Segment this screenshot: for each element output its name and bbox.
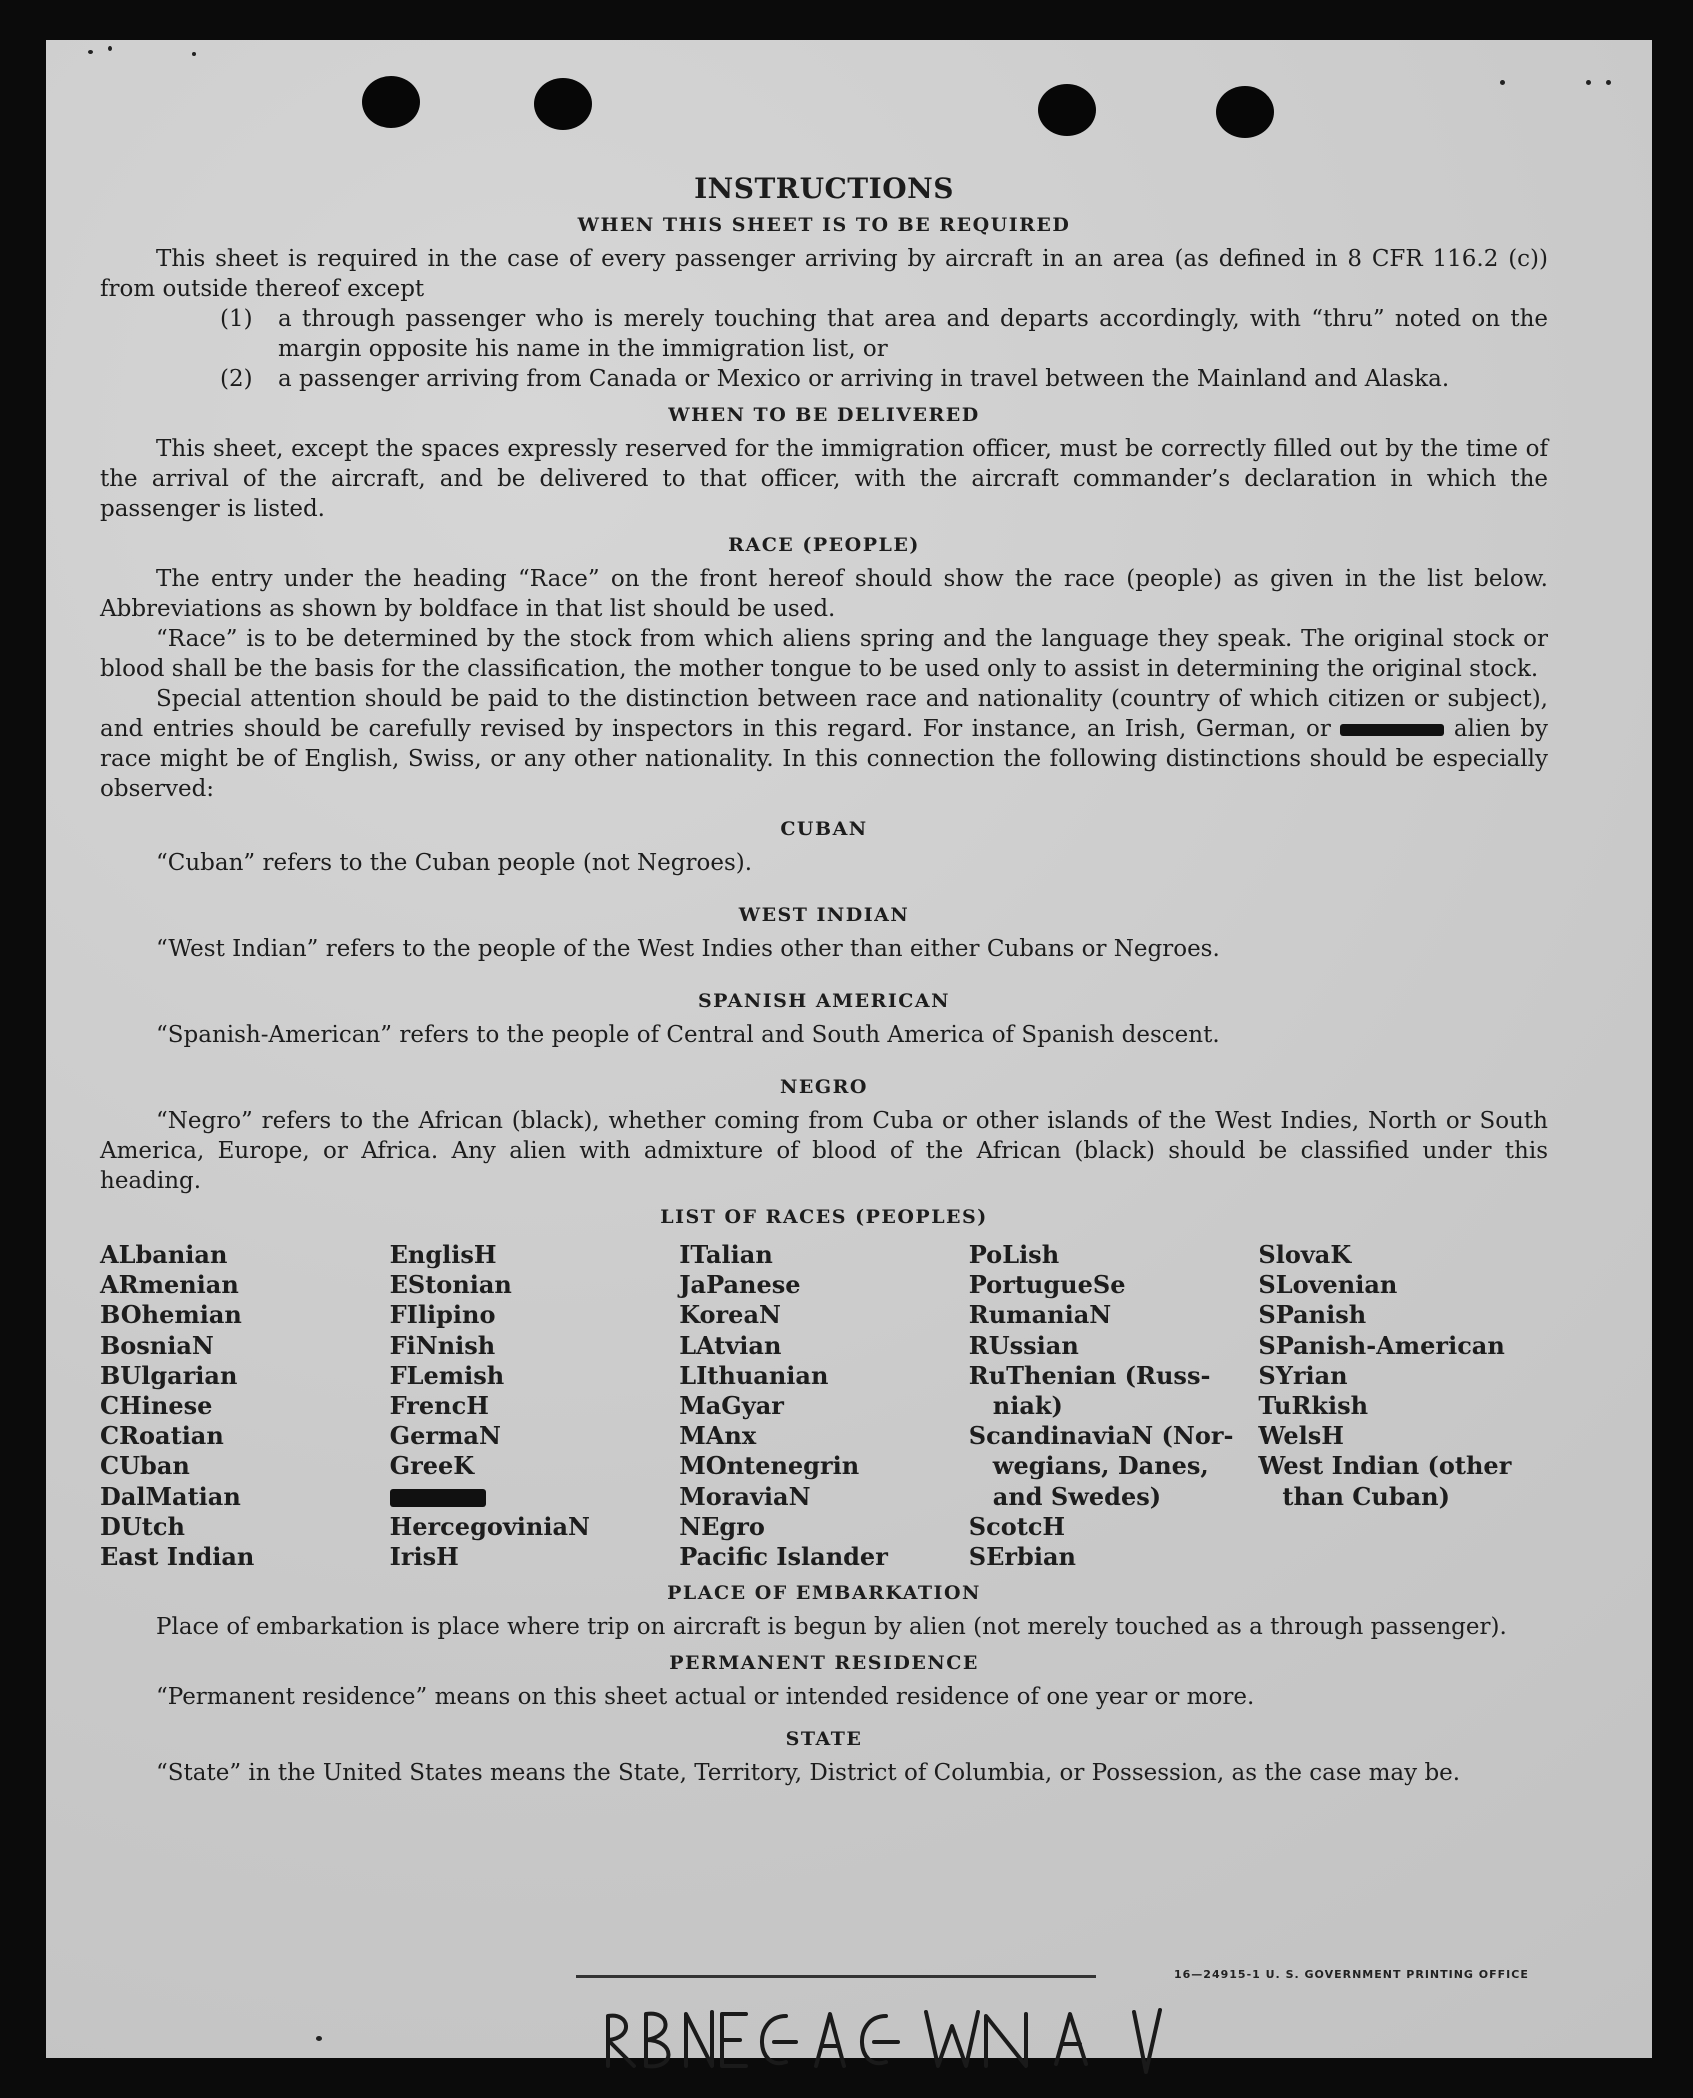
race-name-continued: and Swedes): [992, 1481, 1162, 1511]
paragraph: [100, 684, 1548, 804]
race-name: FiNnish: [389, 1330, 496, 1360]
paragraph: “West Indian” refers to the people of the West Indies other than either Cubans or Negroes.: [156, 936, 1220, 962]
paragraph-part: alien by race might be of English, Swiss, or any other nationality. In this connection the following distinctions should be especially observed:: [100, 716, 1548, 802]
paragraph: This sheet, except the spaces expressly reserved for the immigration officer, must be correctly filled out by the time of the arrival of the aircraft, and be delivered to that officer, with the aircraft commander’s declaration in which the passenger is listed.: [100, 436, 1548, 522]
ink-speck: [1606, 80, 1611, 85]
race-name: PoLish: [968, 1240, 1060, 1269]
race-name: CRoatian: [100, 1421, 224, 1451]
page-title: INSTRUCTIONS: [694, 172, 954, 205]
race-name: ALbanian: [100, 1240, 228, 1269]
race-name: RuThenian (Russ-: [968, 1360, 1211, 1390]
race-name: PortugueSe: [968, 1270, 1126, 1300]
race-name: BUlgarian: [100, 1360, 238, 1390]
ink-speck: [316, 2036, 322, 2041]
race-name: DalMatian: [100, 1481, 241, 1511]
footer-rule: [576, 1975, 1096, 1978]
race-name: ITalian: [679, 1240, 773, 1269]
punch-hole: [1216, 86, 1274, 138]
race-name: RumaniaN: [968, 1300, 1112, 1330]
race-name: HercegoviniaN: [389, 1511, 590, 1541]
race-column: [100, 1240, 390, 1572]
instructions-body: [100, 174, 1548, 1788]
race-name: LIthuanian: [679, 1360, 829, 1390]
paragraph: “Negro” refers to the African (black), whether coming from Cuba or other islands of the West Indies, North or South America, Europe, or Africa. Any alien with admixture of blood of the African (black) should be classified under this heading.: [100, 1108, 1548, 1194]
section-heading: WEST INDIAN: [738, 904, 910, 926]
paragraph: “Permanent residence” means on this sheet actual or intended residence of one year or more.: [156, 1684, 1255, 1711]
race-name: WelsH: [1258, 1421, 1344, 1451]
paragraph-part: Special attention should be paid to the distinction between race and nationality (country of which citizen or subject), and entries should be carefully revised by inspectors in this regard. For instance, an Irish, German, or: [100, 686, 1548, 742]
redacted-race-name: [390, 1482, 680, 1512]
race-name: LAtvian: [679, 1330, 782, 1360]
race-name: CHinese: [100, 1391, 213, 1421]
race-name: EStonian: [389, 1270, 512, 1300]
section-heading: WHEN THIS SHEET IS TO BE REQUIRED: [577, 214, 1071, 236]
item-number: (1): [220, 306, 253, 332]
race-column: [1258, 1240, 1548, 1572]
paragraph: “State” in the United States means the State, Territory, District of Columbia, or Possession, as the case may be.: [156, 1760, 1461, 1787]
paragraph: Place of embarkation is place where trip on aircraft is begun by alien (not merely touched as a through passenger).: [156, 1614, 1507, 1641]
race-name: West Indian (other: [1258, 1451, 1512, 1481]
punch-hole: [534, 78, 592, 130]
race-name: CUban: [100, 1451, 190, 1481]
race-name: SYrian: [1258, 1360, 1348, 1390]
race-name: SPanish: [1258, 1300, 1367, 1330]
section-heading: SPANISH AMERICAN: [697, 990, 951, 1012]
race-name: JaPanese: [679, 1270, 801, 1300]
section-heading: NEGRO: [780, 1076, 868, 1098]
race-column: [969, 1240, 1259, 1572]
section-heading: WHEN TO BE DELIVERED: [668, 404, 980, 426]
race-name: FrencH: [389, 1391, 489, 1421]
section-heading: CUBAN: [780, 818, 868, 840]
item-number: (2): [220, 366, 253, 392]
race-name: KoreaN: [679, 1300, 781, 1330]
race-name: FIlipino: [389, 1300, 496, 1330]
race-name: BosniaN: [100, 1330, 214, 1360]
printing-office-code: 16—24915-1 U. S. GOVERNMENT PRINTING OFFICE: [1174, 1968, 1529, 1981]
paragraph: “Spanish-American” refers to the people of Central and South America of Spanish descent.: [156, 1022, 1220, 1048]
race-name: SlovaK: [1258, 1240, 1352, 1269]
race-name: TuRkish: [1258, 1391, 1369, 1421]
redaction-mark: [1340, 724, 1444, 736]
race-name: Pacific Islander: [679, 1542, 888, 1572]
item-text: a passenger arriving from Canada or Mexico or arriving in travel between the Mainland and Alaska.: [278, 366, 1450, 392]
race-name: FLemish: [389, 1360, 505, 1390]
section-heading: STATE: [785, 1728, 863, 1751]
race-name: ARmenian: [100, 1270, 239, 1300]
race-name: MoraviaN: [679, 1481, 811, 1511]
race-name: IrisH: [389, 1542, 459, 1572]
punch-hole: [362, 76, 420, 128]
section-heading: LIST OF RACES (PEOPLES): [660, 1206, 988, 1228]
race-name: GreeK: [389, 1451, 475, 1481]
ink-speck: [88, 50, 93, 54]
race-column: [390, 1240, 680, 1572]
list-item: [220, 304, 1548, 364]
race-name: MOntenegrin: [679, 1451, 860, 1481]
paragraph: This sheet is required in the case of every passenger arriving by aircraft in an area (as defined in 8 CFR 116.2 (c)) from outside thereof except: [100, 246, 1548, 302]
ink-speck: [192, 52, 196, 56]
race-name: SPanish-American: [1258, 1330, 1505, 1360]
race-name: East Indian: [100, 1542, 255, 1572]
race-list: [100, 1240, 1548, 1572]
race-name: SErbian: [968, 1542, 1076, 1572]
race-name: NEgro: [679, 1511, 765, 1541]
section-heading: PLACE OF EMBARKATION: [667, 1582, 981, 1605]
race-name: DUtch: [100, 1511, 185, 1541]
handwritten-name: [586, 1992, 1206, 2082]
race-name: EnglisH: [389, 1240, 497, 1269]
race-name: BOhemian: [100, 1300, 242, 1330]
ink-speck: [1586, 80, 1591, 85]
race-name: RUssian: [968, 1330, 1079, 1360]
paragraph: The entry under the heading “Race” on the front hereof should show the race (people) as given in the list below. Abbreviations as shown by boldface in that list should be used.: [100, 566, 1548, 622]
race-name: GermaN: [389, 1421, 501, 1451]
paragraph: “Cuban” refers to the Cuban people (not Negroes).: [156, 850, 753, 876]
list-item: [220, 364, 1548, 394]
section-heading: PERMANENT RESIDENCE: [669, 1652, 979, 1675]
section-heading: RACE (PEOPLE): [728, 534, 920, 556]
race-name: ScandinaviaN (Nor-: [968, 1421, 1234, 1451]
item-text: a through passenger who is merely touching that area and departs accordingly, with “thru” noted on the margin opposite his name in the immigration list, or: [278, 306, 1548, 362]
race-name-continued: than Cuban): [1282, 1481, 1450, 1511]
race-name: SLovenian: [1258, 1270, 1398, 1300]
race-name: MaGyar: [679, 1391, 784, 1421]
ink-speck: [1500, 80, 1505, 85]
race-name: MAnx: [679, 1421, 757, 1451]
ink-speck: [108, 46, 112, 51]
race-name-continued: wegians, Danes,: [992, 1451, 1209, 1481]
redaction-mark: [390, 1489, 486, 1507]
form-back-sheet: [46, 40, 1652, 2058]
paragraph: “Race” is to be determined by the stock from which aliens spring and the language they speak. The original stock or blood shall be the basis for the classification, the mother tongue to be used only to assist in determining the original stock.: [100, 626, 1548, 682]
punch-hole: [1038, 84, 1096, 136]
race-name: ScotcH: [968, 1511, 1066, 1541]
race-column: [679, 1240, 969, 1572]
race-name-continued: niak): [992, 1391, 1063, 1421]
